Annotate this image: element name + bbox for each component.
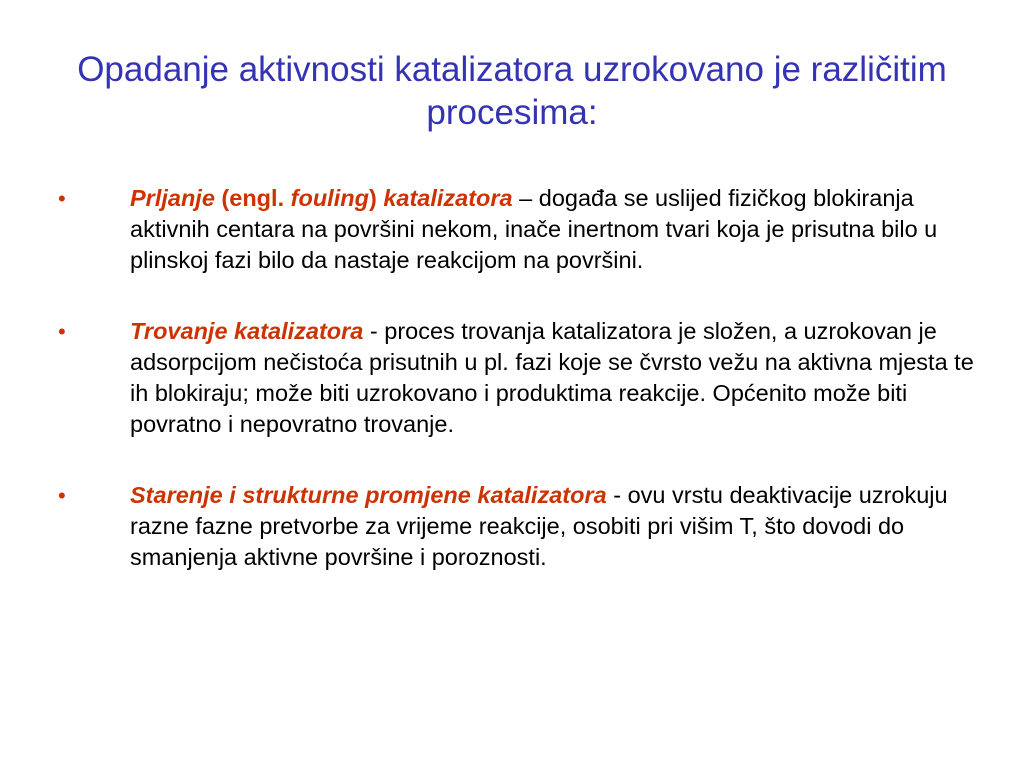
bullet-text <box>130 183 975 276</box>
bullet-marker: • <box>58 319 66 344</box>
bullet-marker: • <box>58 186 66 211</box>
bullet-marker: • <box>58 483 66 508</box>
term-fouling-engl: (engl. <box>214 185 291 211</box>
description-aging: - ovu vrstu deaktivacije uzrokuju razne fazne pretvorbe za vrijeme reakcije, osobiti pri višim T, što dovodi do smanjenja aktivne površine i poroznosti. <box>130 482 948 570</box>
description-poisoning: - proces trovanja katalizatora je složen, a uzrokovan je adsorpcijom nečistoća prisutnih u pl. fazi koje se čvrsto vežu na aktivna mjesta te ih blokiraju; može biti uzrokovano i produktima reakcije. Općenito može biti povratno i nepovratno trovanje. <box>130 318 974 437</box>
term-fouling-name: Prljanje <box>130 185 215 211</box>
bullet-item-fouling <box>0 183 1024 276</box>
slide-title: Opadanje aktivnosti katalizatora uzrokovano je različitim procesima: <box>77 50 947 132</box>
term-aging: Starenje i strukturne promjene katalizatora <box>130 482 607 508</box>
description-fouling: – događa se uslijed fizičkog blokiranja aktivnih centara na površini nekom, inače inertnom tvari koja je prisutna bilo u plinskoj fazi bilo da nastaje reakcijom na površini. <box>130 185 938 273</box>
bullet-text <box>130 480 975 573</box>
bullet-text <box>130 316 975 440</box>
term-poisoning: Trovanje katalizatora <box>130 318 364 344</box>
bullet-item-aging <box>0 480 1024 573</box>
term-fouling-english: fouling <box>290 185 369 211</box>
bullet-list <box>0 183 1024 613</box>
term-fouling-catalyst: katalizatora <box>383 185 513 211</box>
term-fouling-paren: ) <box>368 185 384 211</box>
bullet-item-poisoning <box>0 316 1024 440</box>
